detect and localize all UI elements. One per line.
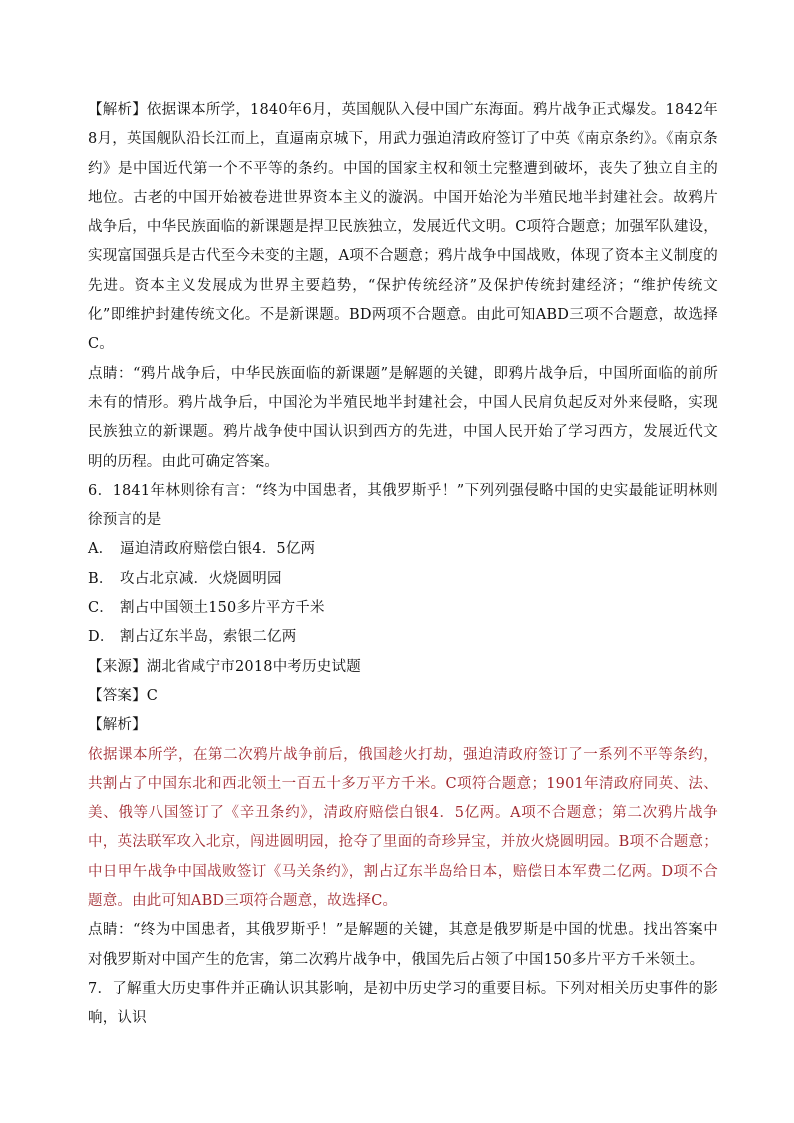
q6-tip-paragraph: 点睛：“终为中国患者，其俄罗斯乎！”是解题的关键，其意是俄罗斯是中国的忧患。找出答案中对俄罗斯对中国产生的危害，第二次鸦片战争中，俄国先后占领了中国150多片平方千米领土。 (88, 922, 718, 968)
option-label: A． (88, 541, 114, 558)
q5-analysis-paragraph: 【解析】依据课本所学，1840年6月，英国舰队入侵中国广东海面。鸦片战争正式爆发。1842年8月，英国舰队沿长江而上，直逼南京城下，用武力强迫清政府签订了中英《南京条约》。《南京条约》是中国近代第一个不平等的条约。中国的国家主权和领土完整遭到破坏，丧失了独立自主的地位。古老的中国开始被卷进世界资本主义的漩涡。中国开始沦为半殖民地半封建社会。故鸦片战争后，中华民族面临的新课题是捍卫民族独立，发展近代文明。C项符合题意；加强军队建设，实现富国强兵是古代至今未变的主题，A项不合题意；鸦片战争中国战败，体现了资本主义制度的先进。资本主义发展成为世界主要趋势，“保护传统经济”及保护传统封建经济；“维护传统文化”即维护封建传统文化。不是新课题。BD两项不合题意。由此可知ABD三项不合题意，故选择C。 (88, 102, 718, 353)
option-text: 割占中国领土150多片平方千米 (120, 600, 325, 617)
option-text: 攻占北京减．火烧圆明园 (120, 570, 282, 587)
option-label: C． (88, 600, 114, 617)
document-body (88, 96, 718, 1034)
option-label: D． (88, 629, 115, 646)
q6-option-a (88, 535, 718, 564)
option-text: 割占辽东半岛，索银二亿两 (120, 629, 297, 646)
q6-answer: 【答案】C (88, 687, 159, 704)
q5-tip-paragraph: 点睛：“鸦片战争后，中华民族面临的新课题”是解题的关键，即鸦片战争后，中国所面临的前所未有的情形。鸦片战争后，中国沦为半殖民地半封建社会，中国人民肩负起反对外来侵略，实现民族独立的新课题。鸦片战争使中国认识到西方的先进，中国人民开始了学习西方，发展近代文明的历程。由此可确定答案。 (88, 365, 718, 470)
q6-stem: 6．1841年林则徐有言：“终为中国患者，其俄罗斯乎！”下列列强侵略中国的史实最能证明林则徐预言的是 (88, 482, 718, 529)
option-text: 逼迫清政府赔偿白银4．5亿两 (120, 541, 316, 558)
q6-analysis-title: 【解析】 (88, 717, 147, 734)
q6-analysis-paragraph: 依据课本所学，在第二次鸦片战争前后，俄国趁火打劫，强迫清政府签订了一系列不平等条约，共割占了中国东北和西北领土一百五十多万平方千米。C项符合题意；1901年清政府同英、法、美、俄等八国签订了《辛丑条约》，清政府赔偿白银4．5亿两。A项不合题意；第二次鸦片战争中，英法联军攻入北京，闯进圆明园，抢夺了里面的奇珍异宝，并放火烧圆明园。B项不合题意；中日甲午战争中国战败签订《马关条约》，割占辽东半岛给日本，赔偿日本军费二亿两。D项不合题意。由此可知ABD三项符合题意，故选择C。 (88, 746, 718, 910)
q6-source: 【来源】湖北省咸宁市2018中考历史试题 (88, 658, 361, 675)
option-label: B． (88, 570, 114, 587)
q6-option-c (88, 594, 718, 623)
q6-option-b (88, 565, 718, 594)
q6-option-d (88, 623, 718, 652)
q7-stem: 7．了解重大历史事件并正确认识其影响，是初中历史学习的重要目标。下列对相关历史事件的影响，认识 (88, 980, 718, 1027)
